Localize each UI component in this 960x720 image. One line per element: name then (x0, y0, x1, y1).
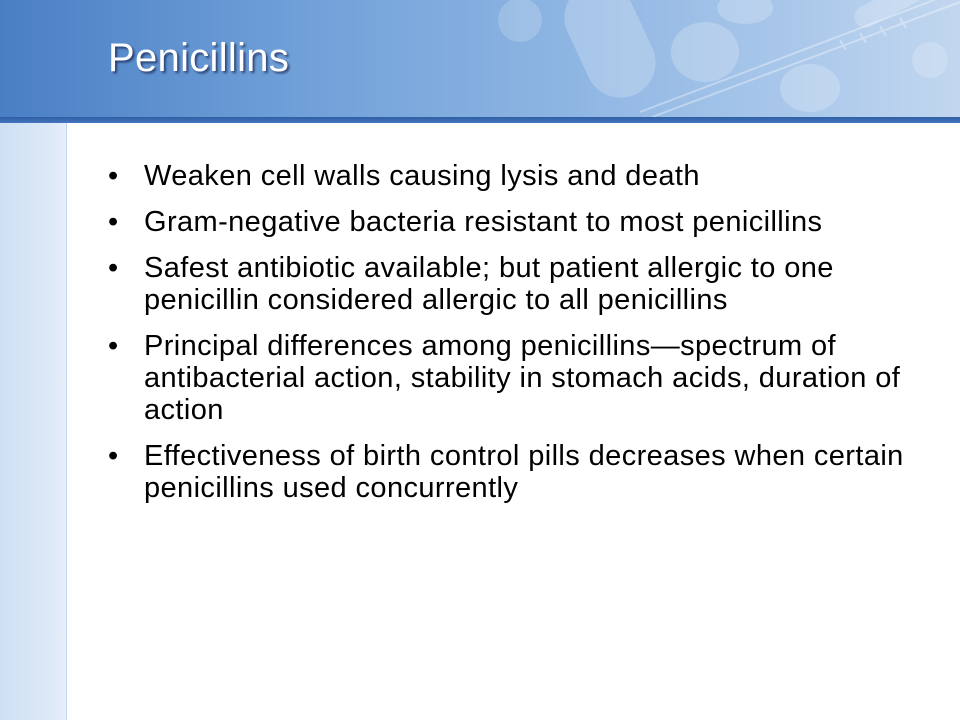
bullet-item (108, 160, 948, 192)
header-divider (0, 117, 960, 123)
bullet-text: Effectiveness of birth control pills decreases when certain penicillins used concurrently (144, 440, 904, 504)
bullet-item (108, 440, 948, 504)
bullet-text: Principal differences among penicillins—spectrum of antibacterial action, stability in stomach acids, duration of action (144, 330, 901, 426)
bullet-text: Gram-negative bacteria resistant to most penicillins (144, 206, 823, 238)
slide-title: Penicillins (108, 36, 290, 80)
bullet-point-icon: • (108, 206, 119, 238)
bullet-item (108, 330, 948, 426)
header-banner (0, 0, 960, 117)
bullet-list (108, 160, 948, 518)
bullet-text: Safest antibiotic available; but patient allergic to one penicillin considered allergic to all penicillins (144, 252, 834, 316)
bullet-item (108, 252, 948, 316)
bullet-point-icon: • (108, 330, 119, 362)
bullet-item (108, 206, 948, 238)
bullet-point-icon: • (108, 440, 119, 472)
bullet-text: Weaken cell walls causing lysis and death (144, 160, 700, 192)
bullet-point-icon: • (108, 160, 119, 192)
left-side-band (0, 123, 67, 720)
bullet-point-icon: • (108, 252, 119, 284)
